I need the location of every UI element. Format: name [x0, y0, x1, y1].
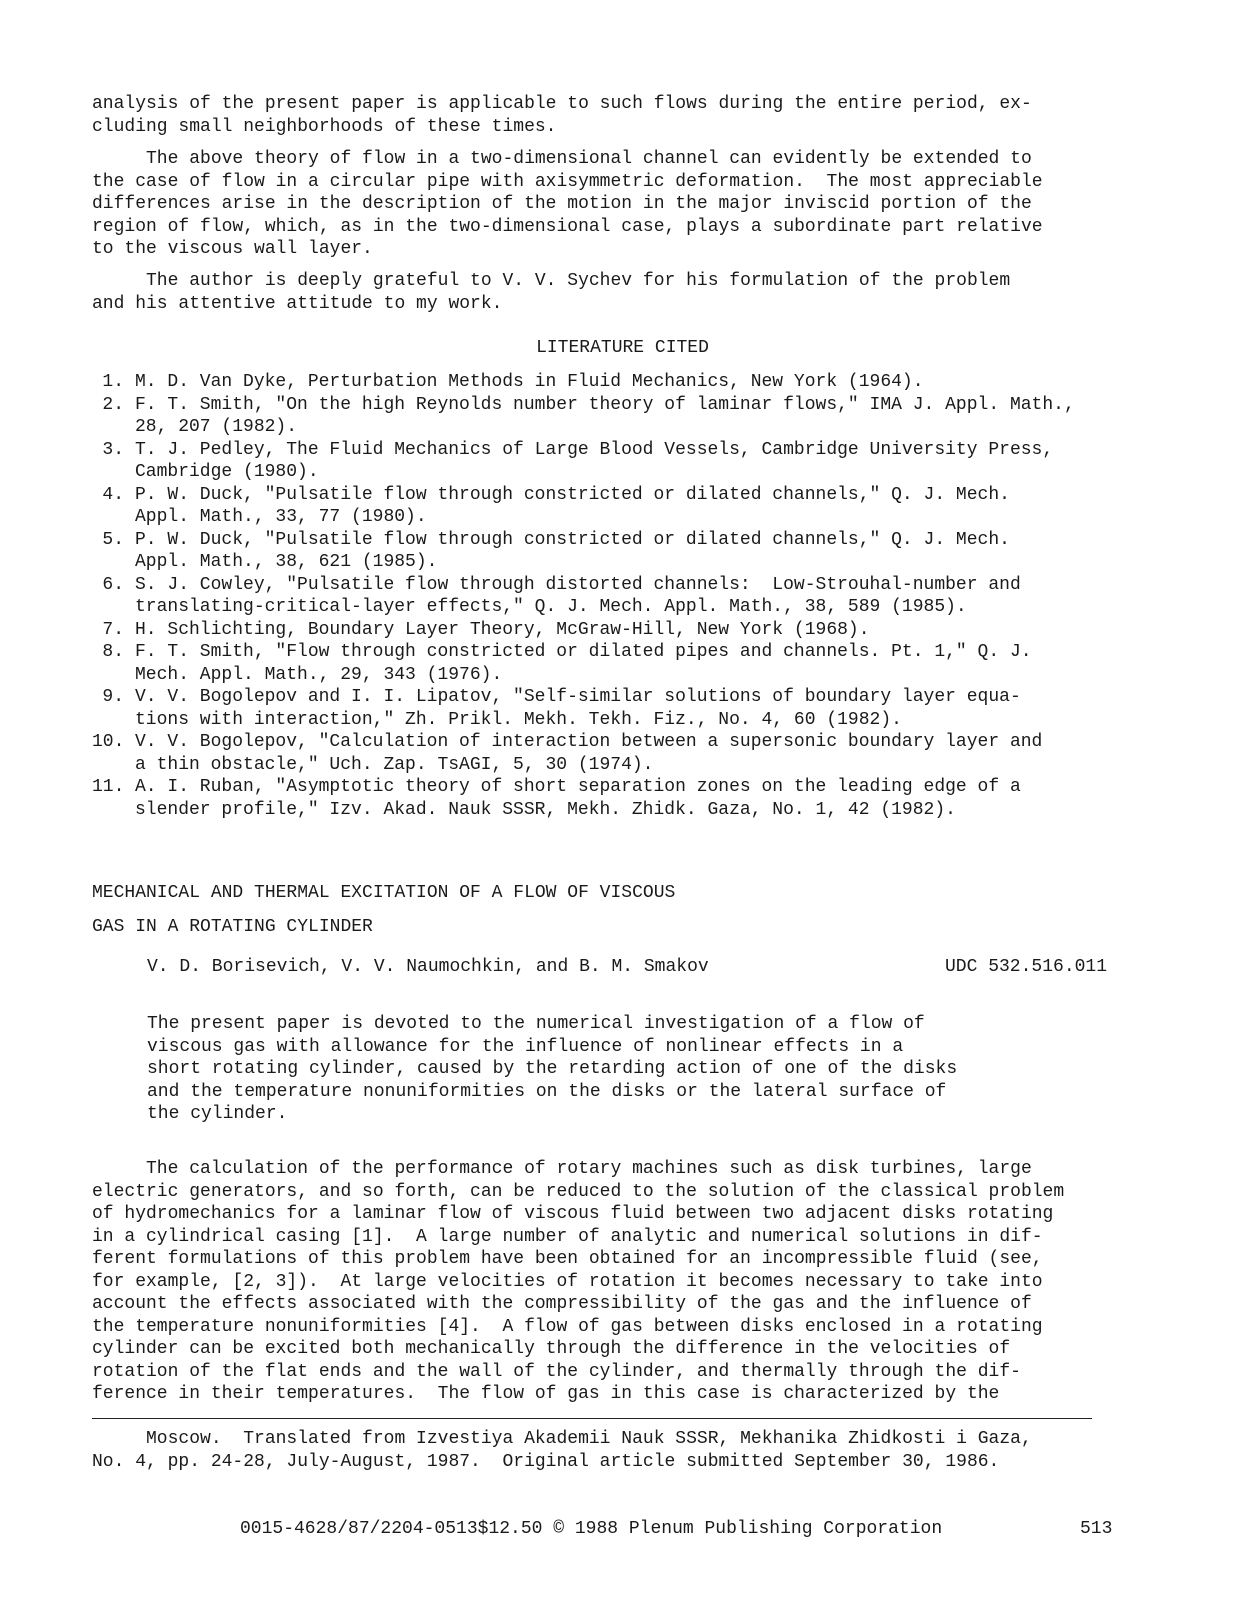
reference-item: [92, 641, 1112, 686]
reference-line: P. W. Duck, "Pulsatile flow through constricted or dilated channels," Q. J. Mech.: [135, 484, 1010, 505]
reference-item: [92, 731, 1112, 776]
reference-number: 4.: [102, 484, 124, 505]
reference-line: Appl. Math., 38, 621 (1985).: [135, 552, 438, 572]
reference-line: Cambridge (1980).: [135, 462, 319, 482]
text-line: No. 4, pp. 24-28, July-August, 1987. Original article submitted September 30, 1986.: [92, 1451, 1000, 1472]
reference-number: 5.: [102, 529, 124, 550]
text-line: and his attentive attitude to my work.: [92, 293, 503, 314]
reference-line: F. T. Smith, "Flow through constricted or dilated pipes and channels. Pt. 1," Q. J.: [135, 642, 1032, 662]
reference-item: [92, 686, 1112, 731]
reference-line: 28, 207 (1982).: [135, 417, 298, 437]
text-line: to the viscous wall layer.: [92, 239, 373, 259]
page-number: 513: [1080, 1519, 1113, 1539]
reference-item: [92, 619, 1112, 642]
reference-line: V. V. Bogolepov, "Calculation of interaction between a supersonic boundary layer and: [135, 732, 1043, 752]
footnote-divider: [92, 1418, 1092, 1419]
reference-line: Appl. Math., 33, 77 (1980).: [135, 507, 427, 527]
reference-item: [92, 776, 1112, 821]
article-title: [92, 876, 675, 944]
text-line: The calculation of the performance of rotary machines such as disk turbines, large: [92, 1159, 1032, 1179]
reference-number: 8.: [102, 642, 124, 662]
reference-item: [92, 574, 1112, 619]
literature-cited-heading: LITERATURE CITED: [536, 338, 709, 358]
article-title-line: GAS IN A ROTATING CYLINDER: [92, 917, 373, 937]
reference-line: S. J. Cowley, "Pulsatile flow through distorted channels: Low-Strouhal-number and: [135, 574, 1021, 595]
reference-number: 6.: [102, 574, 124, 595]
reference-list: [92, 371, 1112, 821]
reference-number: 7.: [102, 619, 124, 640]
reference-number: 11.: [92, 777, 125, 797]
text-line: the temperature nonuniformities [4]. A flow of gas between disks enclosed in a rotating: [92, 1316, 1043, 1337]
text-line: the case of flow in a circular pipe with axisymmetric deformation. The most appreciable: [92, 171, 1043, 192]
reference-number: 9.: [102, 687, 124, 707]
reference-line: translating-critical-layer effects," Q. J. Mech. Appl. Math., 38, 589 (1985).: [135, 597, 967, 617]
text-line: region of flow, which, as in the two-dimensional case, plays a subordinate part relative: [92, 216, 1043, 237]
text-line: rotation of the flat ends and the wall of the cylinder, and thermally through the dif-: [92, 1361, 1021, 1382]
reference-line: tions with interaction," Zh. Prikl. Mekh. Tekh. Fiz., No. 4, 60 (1982).: [135, 709, 902, 730]
reference-item: [92, 529, 1112, 574]
text-line: the cylinder.: [147, 1104, 288, 1124]
copyright-line: 0015-4628/87/2204-0513$12.50 © 1988 Plenum Publishing Corporation: [240, 1519, 943, 1539]
reference-number: 10.: [92, 732, 125, 752]
text-line: cylinder can be excited both mechanically through the difference in the velocities of: [92, 1339, 1011, 1359]
reference-number: 1.: [102, 372, 124, 392]
text-line: The author is deeply grateful to V. V. Sychev for his formulation of the problem: [92, 271, 1011, 291]
reference-line: F. T. Smith, "On the high Reynolds number theory of laminar flows," IMA J. Appl. Math.,: [135, 394, 1075, 415]
text-line: electric generators, and so forth, can be reduced to the solution of the classical problem: [92, 1181, 1065, 1202]
text-line: short rotating cylinder, caused by the retarding action of one of the disks: [147, 1059, 958, 1079]
text-line: differences arise in the description of the motion in the major inviscid portion of the: [92, 194, 1032, 214]
reference-line: Mech. Appl. Math., 29, 343 (1976).: [135, 664, 503, 685]
reference-line: slender profile," Izv. Akad. Nauk SSSR, Mekh. Zhidk. Gaza, No. 1, 42 (1982).: [135, 799, 956, 820]
intro-paragraph-2: [92, 148, 1102, 261]
reference-item: [92, 394, 1112, 439]
reference-line: P. W. Duck, "Pulsatile flow through constricted or dilated channels," Q. J. Mech.: [135, 529, 1010, 550]
reference-number: 3.: [102, 439, 124, 460]
reference-line: V. V. Bogolepov and I. I. Lipatov, "Self-similar solutions of boundary layer equa-: [135, 687, 1021, 707]
reference-line: H. Schlichting, Boundary Layer Theory, McGraw-Hill, New York (1968).: [135, 619, 870, 640]
text-line: The above theory of flow in a two-dimensional channel can evidently be extended to: [92, 149, 1032, 169]
article-authors: V. D. Borisevich, V. V. Naumochkin, and B. M. Smakov: [147, 957, 709, 977]
udc-code: UDC 532.516.011: [945, 957, 1108, 977]
text-line: ference in their temperatures. The flow of gas in this case is characterized by the: [92, 1384, 1000, 1404]
text-line: ferent formulations of this problem have been obtained for an incompressible fluid (see,: [92, 1249, 1043, 1269]
text-line: cluding small neighborhoods of these times.: [92, 116, 557, 137]
intro-paragraph-1: [92, 93, 1102, 138]
reference-line: A. I. Ruban, "Asymptotic theory of short separation zones on the leading edge of a: [135, 777, 1021, 797]
reference-number: 2.: [102, 394, 124, 415]
text-line: viscous gas with allowance for the influence of nonlinear effects in a: [147, 1036, 904, 1057]
article-body-paragraph: [92, 1158, 1102, 1406]
reference-item: [92, 439, 1112, 484]
text-line: Moscow. Translated from Izvestiya Akademii Nauk SSSR, Mekhanika Zhidkosti i Gaza,: [92, 1429, 1032, 1449]
reference-item: [92, 371, 1112, 394]
text-line: and the temperature nonuniformities on the disks or the lateral surface of: [147, 1081, 947, 1102]
text-line: account the effects associated with the compressibility of the gas and the influence of: [92, 1294, 1032, 1314]
footnote: [92, 1428, 1102, 1473]
text-line: analysis of the present paper is applicable to such flows during the entire period, ex-: [92, 94, 1032, 114]
text-line: The present paper is devoted to the numerical investigation of a flow of: [147, 1014, 925, 1034]
article-abstract: [147, 1013, 1027, 1126]
text-line: in a cylindrical casing [1]. A large number of analytic and numerical solutions in dif-: [92, 1226, 1043, 1247]
reference-line: a thin obstacle," Uch. Zap. TsAGI, 5, 30 (1974).: [135, 754, 654, 775]
reference-line: T. J. Pedley, The Fluid Mechanics of Large Blood Vessels, Cambridge University Press,: [135, 439, 1054, 460]
acknowledgement-paragraph: [92, 270, 1102, 315]
reference-item: [92, 484, 1112, 529]
article-title-line: MECHANICAL AND THERMAL EXCITATION OF A FLOW OF VISCOUS: [92, 883, 676, 903]
text-line: for example, [2, 3]). At large velocities of rotation it becomes necessary to take into: [92, 1271, 1043, 1292]
reference-line: M. D. Van Dyke, Perturbation Methods in Fluid Mechanics, New York (1964).: [135, 372, 924, 392]
text-line: of hydromechanics for a laminar flow of viscous fluid between two adjacent disks rotating: [92, 1204, 1054, 1224]
